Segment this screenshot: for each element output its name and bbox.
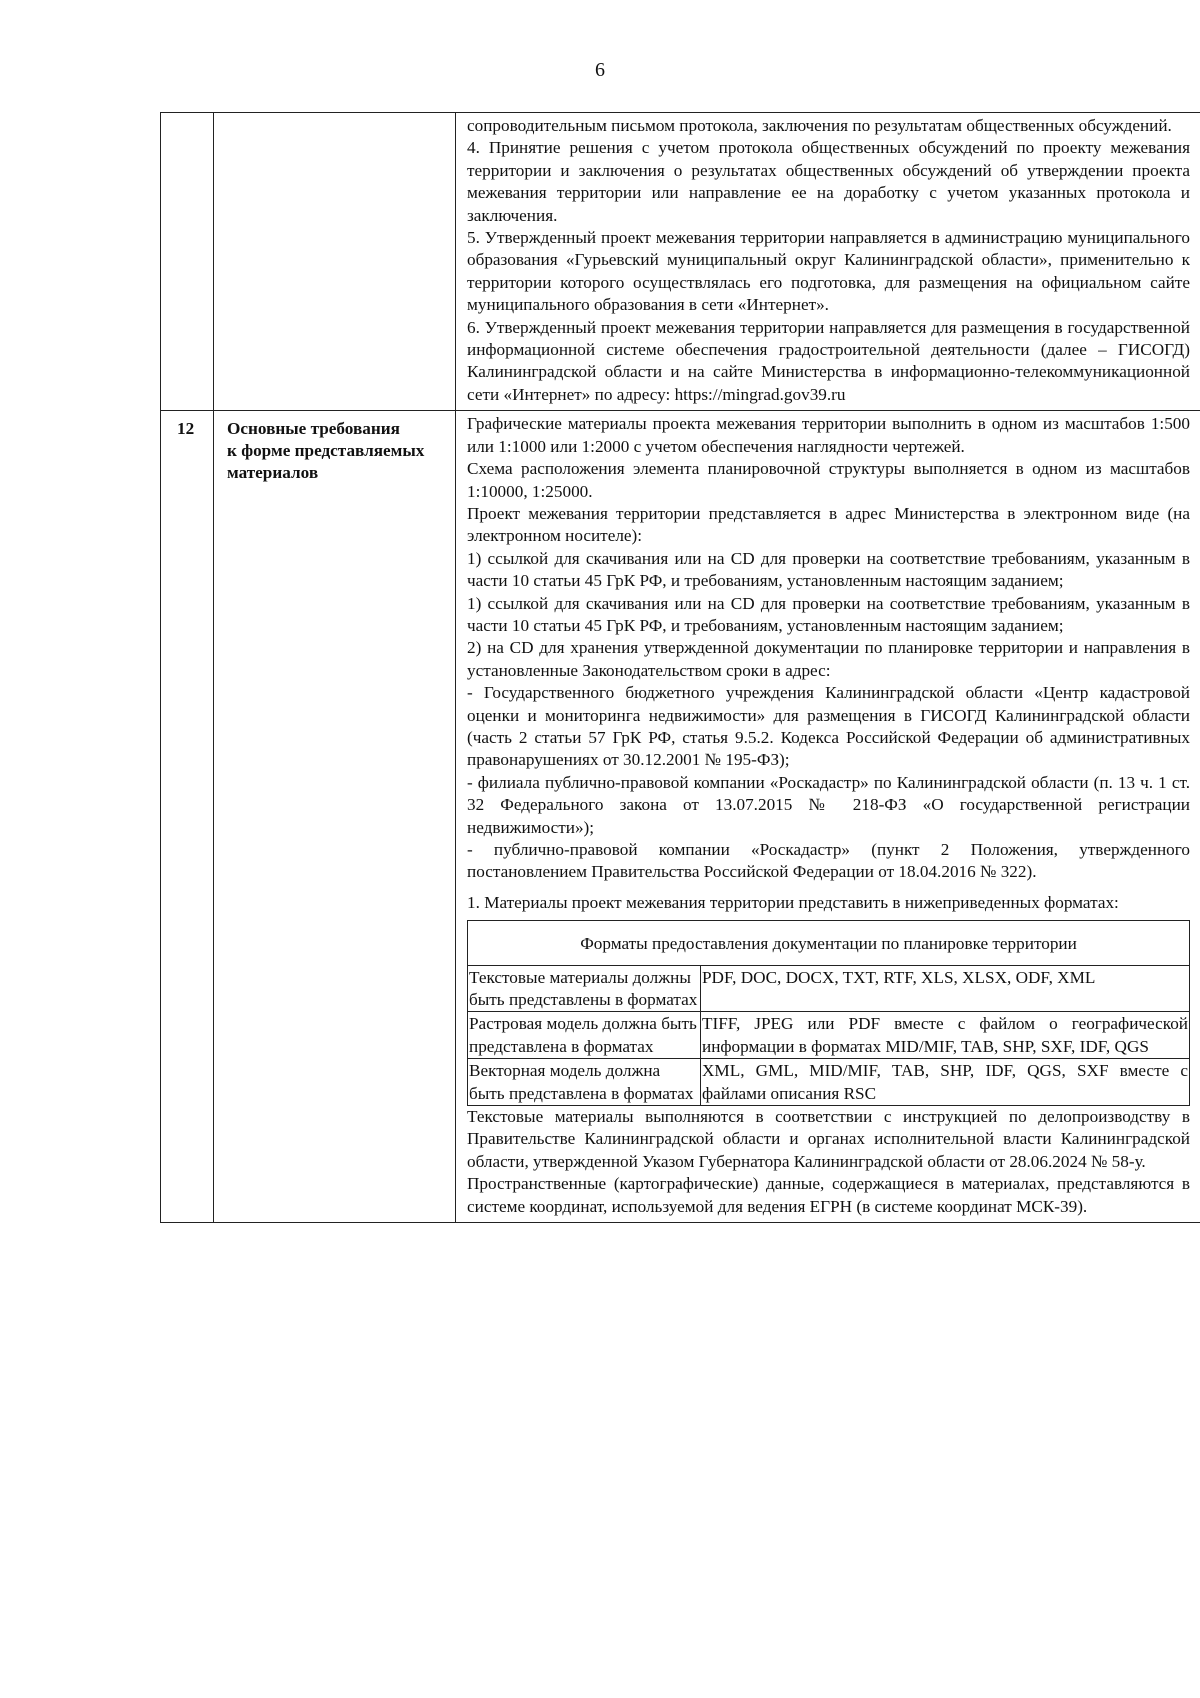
row-header-line: к форме представляемых — [227, 441, 425, 461]
paragraph: - Государственного бюджетного учреждения Калининградской области «Центр кадастровой оценки и мониторинга недвижимости» для размещения в ГИСОГД Калининградской области (часть 2 статьи 57 ГрК РФ, статья 9.5.2. Кодекса Российской Федерации об административных правонарушениях от 30.12.2001 № 195-ФЗ); — [467, 683, 1190, 770]
formats-table — [467, 920, 1190, 1106]
row-header-line: материалов — [227, 463, 319, 483]
paragraph: 2) на CD для хранения утвержденной документации по планировке территории и направления в установленные Законодательством сроки в адрес: — [467, 638, 1190, 680]
row-header — [214, 411, 456, 1223]
row-header-line: Основные требования — [227, 419, 400, 439]
formats-table-row — [468, 965, 1190, 1012]
paragraph: 4. Принятие решения с учетом протокола общественных обсуждений по проекту межевания территории и заключения о результатах общественных обсуждений об утверждении проекта межевания территории или направление ее на доработку с учетом указанных протокола и заключения. — [467, 138, 1190, 225]
paragraph: 6. Утвержденный проект межевания территории направляется для размещения в государственной информационной системе обеспечения градостроительной деятельности (далее – ГИСОГД) Калининградской области и на сайте Министерства в информационно-телекоммуникационной сети «Интернет» по адресу: https://mingrad.gov39.ru — [467, 317, 1190, 404]
format-label: Текстовые материалы должны быть представлены в форматах — [468, 965, 701, 1012]
paragraph: Текстовые материалы выполняются в соответствии с инструкцией по делопроизводству в Правительстве Калининградской области и органах исполнительной власти Калининградской области, утвержденной Указом Губернатора Калининградской области от 28.06.2024 № 58-у. — [467, 1107, 1190, 1171]
paragraph: Пространственные (картографические) данные, содержащиеся в материалах, представляются в системе координат, используемой для ведения ЕГРН (в системе координат МСК-39). — [467, 1174, 1190, 1216]
table-row-12 — [161, 411, 1200, 1223]
paragraph: Проект межевания территории представляется в адрес Министерства в электронном виде (на электронном носителе): — [467, 503, 1190, 546]
table-row-continuation — [161, 113, 1200, 411]
format-label: Растровая модель должна быть представлена в форматах — [468, 1012, 701, 1059]
format-label: Векторная модель должна быть представлена в форматах — [468, 1059, 701, 1106]
row-number: 12 — [161, 411, 214, 1223]
formats-table-caption-row — [468, 921, 1190, 965]
format-value: XML, GML, MID/MIF, TAB, SHP, IDF, QGS, SXF вместе с файлами описания RSC — [701, 1059, 1190, 1106]
row-content-cell — [456, 113, 1200, 411]
paragraph: 1) ссылкой для скачивания или на CD для проверки на соответствие требованиям, указанным в части 10 статьи 45 ГрК РФ, и требованиям, установленным настоящим заданием; — [467, 548, 1190, 591]
page-number: 6 — [595, 59, 605, 81]
formats-table-caption: Форматы предоставления документации по планировке территории — [468, 921, 1190, 965]
paragraph: Схема расположения элемента планировочной структуры выполняется в одном из масштабов 1:10000, 1:25000. — [467, 459, 1190, 501]
paragraph: Графические материалы проекта межевания территории выполнить в одном из масштабов 1:500 или 1:1000 или 1:2000 с учетом обеспечения наглядности чертежей. — [467, 414, 1190, 456]
paragraph: - филиала публично-правовой компании «Роскадастр» по Калининградской области (п. 13 ч. 1 ст. 32 Федерального закона от 13.07.2015 № 218-ФЗ «О государственной регистрации недвижимости»); — [467, 772, 1190, 837]
formats-table-row — [468, 1012, 1190, 1059]
paragraph: 1) ссылкой для скачивания или на CD для проверки на соответствие требованиям, указанным в части 10 статьи 45 ГрК РФ, и требованиям, установленным настоящим заданием; — [467, 593, 1190, 635]
format-value: TIFF, JPEG или PDF вместе с файлом о географической информации в форматах MID/MIF, TAB, SHP, SXF, IDF, QGS — [701, 1012, 1190, 1059]
row-number-cell-empty — [161, 113, 214, 411]
requirements-table — [160, 112, 1200, 1223]
paragraph: 5. Утвержденный проект межевания территории направляется в администрацию муниципального образования «Гурьевский муниципальный округ Калининградской области», применительно к территории которого осуществлялась его подготовка, для размещения на официальном сайте муниципального образования в сети «Интернет». — [467, 228, 1190, 315]
row-header-cell-empty — [214, 113, 456, 411]
formats-intro: 1. Материалы проект межевания территории представить в нижеприведенных форматах: — [467, 892, 1119, 912]
paragraph: сопроводительным письмом протокола, заключения по результатам общественных обсуждений. — [467, 116, 1172, 135]
row-content-cell — [456, 411, 1200, 1223]
format-value: PDF, DOC, DOCX, TXT, RTF, XLS, XLSX, ODF, XML — [701, 965, 1190, 1012]
formats-table-row — [468, 1059, 1190, 1106]
paragraph: - публично-правовой компании «Роскадастр» (пункт 2 Положения, утвержденного постановлением Правительства Российской Федерации от 18.04.2016 № 322). — [467, 840, 1190, 882]
